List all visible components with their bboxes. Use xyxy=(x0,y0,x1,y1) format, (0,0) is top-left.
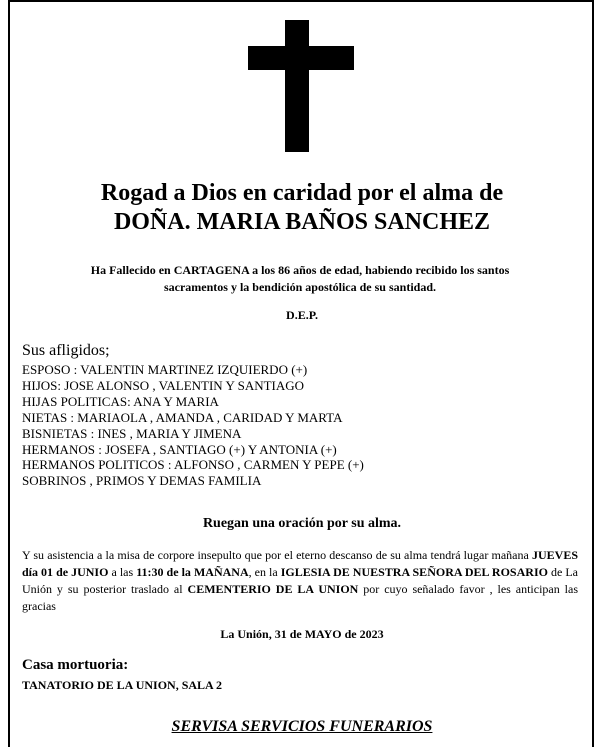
mass-cemetery: CEMENTERIO DE LA UNION xyxy=(187,582,359,596)
mass-church: IGLESIA DE NUESTRA SEÑORA DEL ROSARIO xyxy=(280,565,548,579)
funeral-home-name: SERVISA SERVICIOS FUNERARIOS xyxy=(171,718,433,735)
announcement-line-1: Ha Fallecido en CARTAGENA a los 86 años de edad, habiendo recibido los santos xyxy=(90,263,510,277)
mass-day: JUEVES día 01 de JUNIO xyxy=(22,548,578,579)
mourner-line: HERMANOS POLITICOS : ALFONSO , CARMEN Y PEPE (+) xyxy=(22,457,364,473)
cross-vertical-bar xyxy=(285,20,309,152)
mourner-line: NIETAS : MARIAOLA , AMANDA , CARIDAD Y MARTA xyxy=(22,409,343,425)
prayer-request: Ruegan una oración por su alma. xyxy=(202,516,402,531)
mass-text: por cuyo señalado favor , les anticipan las gracias xyxy=(22,582,579,613)
mass-text: Y su asistencia a la misa de corpore insepulto que por el eterno descanso de su alma tendrá lugar mañana xyxy=(22,548,532,562)
dep-text: D.E.P. xyxy=(286,308,318,322)
cross-icon xyxy=(248,20,354,152)
mourner-line: HERMANOS : JOSEFA , SANTIAGO (+) Y ANTONIA (+) xyxy=(22,441,337,457)
date-line: La Unión, 31 de MAYO de 2023 xyxy=(220,627,384,641)
mass-text: , en la xyxy=(248,565,281,579)
announcement-line-2: sacramentos y la bendición apostólica de su santidad. xyxy=(163,280,437,294)
mourner-line: BISNIETAS : INES , MARIA Y JIMENA xyxy=(22,425,242,441)
deceased-name: DOÑA. MARIA BAÑOS SANCHEZ xyxy=(113,209,491,235)
mourners-title: Sus afligidos; xyxy=(22,342,110,359)
death-announcement xyxy=(40,262,560,296)
page-border-top xyxy=(8,0,594,2)
mourners-list xyxy=(22,362,364,489)
mourner-line: ESPOSO : VALENTIN MARTINEZ IZQUIERDO (+) xyxy=(22,362,308,377)
mass-details xyxy=(22,547,578,615)
mortuary-place: TANATORIO DE LA UNION, SALA 2 xyxy=(22,678,223,692)
mourner-line: HIJAS POLITICAS: ANA Y MARIA xyxy=(22,393,219,409)
mourner-line: HIJOS: JOSE ALONSO , VALENTIN Y SANTIAGO xyxy=(22,377,305,393)
mass-text: a las xyxy=(108,565,137,579)
mass-text: de La Unión y su posterior traslado al xyxy=(22,565,578,596)
cross-horizontal-bar xyxy=(248,46,354,70)
title-line-1: Rogad a Dios en caridad por el alma de xyxy=(100,180,504,206)
mass-time: 11:30 de la MAÑANA xyxy=(136,565,249,579)
mortuary-label: Casa mortuoria: xyxy=(22,657,129,673)
mourner-line: SOBRINOS , PRIMOS Y DEMAS FAMILIA xyxy=(22,473,262,489)
